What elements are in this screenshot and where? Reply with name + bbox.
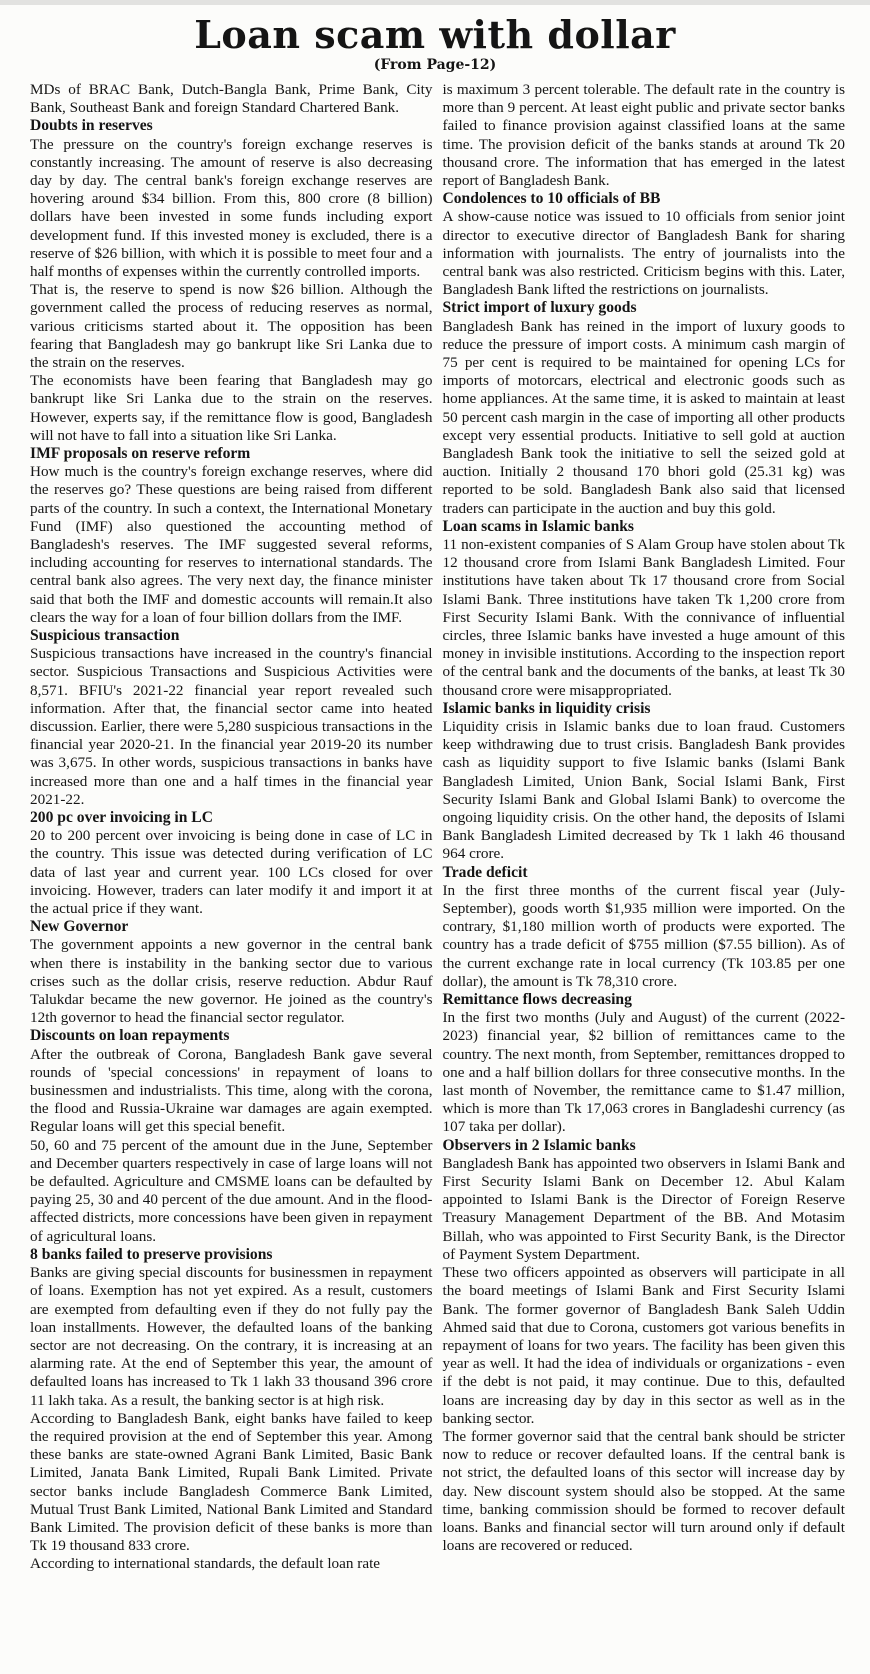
paragraph: That is, the reserve to spend is now $26 billion. Although the government called the process of reducing reserves as normal, various criticisms started about it. The opposition has been fearing that Bangladesh may go bankrupt like Sri Lanka due to the strain on the reserves. xyxy=(30,281,433,371)
heading-doubts-in-reserves: Doubts in reserves xyxy=(30,117,153,135)
heading-imf-proposals: IMF proposals on reserve reform xyxy=(30,444,251,462)
paragraph: 20 to 200 percent over invoicing is being done in case of LC in the country. This issue was detected during verification of LC data of last year and current year. 100 LCs closed for over invoicing. However, traders can later modify it and import it at the actual price if they want. xyxy=(30,827,433,918)
paragraph: Liquidity crisis in Islamic banks due to loan fraud. Customers keep withdrawing due to trust crisis. Bangladesh Bank provides cash as liquidity support to five Islamic banks (Islami Bank Bangladesh Limited, Union Bank, Social Islami Bank, First Security Islami Bank and Global Islami Bank) to overcome the ongoing liquidity crisis. On the other hand, the deposits of Islami Bank Bangladesh Limited decreased by Tk 1 lakh 46 thousand 964 crore. xyxy=(442,718,845,863)
heading-observers-islamic-banks: Observers in 2 Islamic banks xyxy=(442,1136,636,1154)
heading-condolences-bb-officials: Condolences to 10 officials of BB xyxy=(442,190,661,208)
article-subtitle: (From Page-12) xyxy=(373,56,497,73)
paragraph: The former governor said that the central bank should be stricter now to reduce or recover defaulted loans. If the central bank is not strict, the defaulted loans of this sector will increase day by day. New discount system should also be stopped. At the same time, banking commission should be formed to recover default loans. Banks and financial sector will turn around only if default loans are recovered or reduced. xyxy=(442,1427,845,1555)
paragraph: 50, 60 and 75 percent of the amount due in the June, September and December quarters respectively in case of large loans will not be defaulted. Agriculture and CMSME loans can be defaulted by paying 25, 30 and 40 percent of the due amount. And in the flood-affected districts, more concessions have been given in repayment of agricultural loans. xyxy=(30,1136,433,1245)
paragraph-column-break: According to international standards, the default loan rate xyxy=(30,1555,381,1573)
scan-edge-strip xyxy=(0,0,870,5)
paragraph: According to Bangladesh Bank, eight banks have failed to keep the required provision at the end of September this year. Among these banks are state-owned Agrani Bank Limited, Basic Bank Limited, Janata Bank Limited, Rupali Bank Limited. Private sector banks include Bangladesh Commerce Bank Limited, Mutual Trust Bank Limited, National Bank Limited and Standard Bank Limited. The provision deficit of these banks is more than Tk 19 thousand 833 crore. xyxy=(30,1409,433,1555)
heading-trade-deficit: Trade deficit xyxy=(442,863,528,881)
article-title: Loan scam with dollar xyxy=(194,12,676,57)
paragraph: These two officers appointed as observers will participate in all the board meetings of Islami Bank and First Security Islami Bank. The former governor of Bangladesh Bank Saleh Uddin Ahmed said that due to Corona, customers got various benefits in repayment of loans for two years. The facility has been given this year as well. It had the idea of individuals or organizations - even if the debt is not paid, it may continue. Due to this, defaulted loans are increasing day by day in this sector as well as in the banking sector. xyxy=(442,1264,845,1427)
heading-loan-repayment-discounts: Discounts on loan repayments xyxy=(30,1027,230,1045)
heading-new-governor: New Governor xyxy=(30,918,129,936)
heading-islamic-bank-loan-scams: Loan scams in Islamic banks xyxy=(442,517,635,535)
paragraph: Suspicious transactions have increased in the country's financial sector. Suspicious Transactions and Suspicious Activities were 8,571. BFIU's 2021-22 financial year report revealed such information. After that, the financial sector came into heated discussion. Earlier, there were 5,280 suspicious transactions in the financial year 2020-21. In the financial year 2019-20 its number was 3,675. In other words, suspicious transactions in banks have increased more than one and a half times in the financial year 2021-22. xyxy=(30,645,433,808)
right-column xyxy=(443,81,846,1555)
heading-luxury-goods-import: Strict import of luxury goods xyxy=(442,299,637,317)
paragraph: The pressure on the country's foreign exchange reserves is constantly increasing. The amount of reserve is also decreasing day by day. The central bank's foreign exchange reserves are hovering around $34 billion. From this, 800 crore (8 billion) dollars have been invested in some funds including export development fund. If this invested money is excluded, there is a reserve of $26 billion, with which it is possible to meet four and a half months of expenses within the currently controlled imports. xyxy=(30,135,433,280)
paragraph: How much is the country's foreign exchange reserves, where did the reserves go? These questions are being raised from different parts of the country. In such a context, the International Monetary Fund (IMF) also questioned the accounting method of Bangladesh's reserves. The IMF suggested several reforms, including accounting for reserves to international standards. The central bank also agrees. The very next day, the finance minister said that both the IMF and domestic accounts will remain.It also clears the way for a loan of four billion dollars from the IMF. xyxy=(30,463,433,626)
paragraph: Bangladesh Bank has appointed two observers in Islami Bank and First Security Islami Bank on December 12. Abul Kalam appointed to Islami Bank is the Director of Foreign Reserve Treasury Management Department of the BB. And Motasim Billah, who was appointed to First Security Bank, is the Director of Payment System Department. xyxy=(442,1154,845,1263)
paragraph-intro-banks: MDs of BRAC Bank, Dutch-Bangla Bank, Prime Bank, City Bank, Southeast Bank and foreign Standard Chartered Bank. xyxy=(30,80,433,117)
paragraph: The economists have been fearing that Bangladesh may go bankrupt like Sri Lanka due to the strain on the reserves. However, experts say, if the remittance flow is good, Bangladesh will not have to fall into a situation like Sri Lanka. xyxy=(30,372,433,444)
paragraph: A show-cause notice was issued to 10 officials from senior joint director to executive director of Bangladesh Bank for sharing information with journalists. The entry of journalists into the central bank was also restricted. Criticism begins with this. Later, Bangladesh Bank lifted the restrictions on journalists. xyxy=(442,208,845,299)
paragraph: In the first three months of the current fiscal year (July-September), goods worth $1,935 million were imported. On the contrary, $1,180 million worth of products were exported. The country has a trade deficit of $755 million ($7.55 billion). As of the current exchange rate in local currency (Tk 103.85 per one dollar), the amount is Tk 78,310 crore. xyxy=(442,881,845,990)
paragraph: The government appoints a new governor in the central bank when there is instability in the banking sector due to various crises such as the dollar crisis, reserve reduction. Abdur Rauf Talukdar became the new governor. He joined as the country's 12th governor to head the financial sector regulator. xyxy=(30,936,433,1027)
paragraph: 11 non-existent companies of S Alam Group have stolen about Tk 12 thousand crore from Islami Bank Bangladesh Limited. Four institutions have taken about Tk 17 thousand crore from Social Islami Bank. Three institutions have taken Tk 1,200 crore from First Security Islami Bank. With the connivance of influential circles, three Islamic banks have invested a huge amount of this money in invisible institutions. According to the inspection report of the central bank and the documents of the banks, at least Tk 30 thousand crore were misappropriated. xyxy=(442,535,845,699)
paragraph: Bangladesh Bank has reined in the import of luxury goods to reduce the pressure of import costs. A minimum cash margin of 75 per cent is required to be maintained for opening LCs for imports of motorcars, electrical and electronic goods such as home appliances. At the same time, it is asked to maintain at least 50 percent cash margin in the case of importing all other products except very essential products. Initiative to sell gold at auction Bangladesh Bank took the initiative to sell the seized gold at auction. Initially 2 thousand 170 bhori gold (25.31 kg) was reported to be sold. Bangladesh Bank also said that licensed traders can participate in the auction and buy this gold. xyxy=(442,317,845,517)
heading-remittance-decreasing: Remittance flows decreasing xyxy=(442,991,632,1009)
paragraph-column-continuation: is maximum 3 percent tolerable. The default rate in the country is more than 9 percent. At least eight public and private sector banks failed to finance provision against classified loans at the same time. The provision deficit of the banks stands at around Tk 20 thousand crore. The information that has emerged in the latest report of Bangladesh Bank. xyxy=(442,80,845,189)
heading-liquidity-crisis: Islamic banks in liquidity crisis xyxy=(442,699,651,717)
heading-suspicious-transaction: Suspicious transaction xyxy=(30,626,180,644)
left-column xyxy=(30,81,433,1574)
heading-8-banks-provisions: 8 banks failed to preserve provisions xyxy=(30,1245,273,1263)
article-columns xyxy=(0,81,870,1580)
paragraph: In the first two months (July and August) of the current (2022-2023) financial year, $2 billion of remittances came to the country. The next month, from September, remittances dropped to one and a half billion dollars for three consecutive months. In the last month of November, the remittance came to $1.47 million, which is more than Tk 17,063 crores in Bangladeshi currency (as 107 taka per dollar). xyxy=(442,1009,845,1136)
paragraph: Banks are giving special discounts for businessmen in repayment of loans. Exemption has not yet expired. As a result, customers are exempted from defaulting even if they do not fully pay the loan installments. However, the defaulted loans of the banking sector are not decreasing. On the contrary, it is increasing at an alarming rate. At the end of September this year, the amount of defaulted loans has increased to Tk 1 lakh 33 thousand 396 crore 11 lakh taka. As a result, the banking sector is at high risk. xyxy=(30,1264,433,1409)
heading-over-invoicing-lc: 200 pc over invoicing in LC xyxy=(30,809,213,827)
paragraph: After the outbreak of Corona, Bangladesh Bank gave several rounds of 'special concessions' in repayment of loans to businessmen and industrialists. This time, along with the corona, the flood and Russia-Ukraine war damages are again exempted. Regular loans will get this special benefit. xyxy=(30,1045,433,1136)
